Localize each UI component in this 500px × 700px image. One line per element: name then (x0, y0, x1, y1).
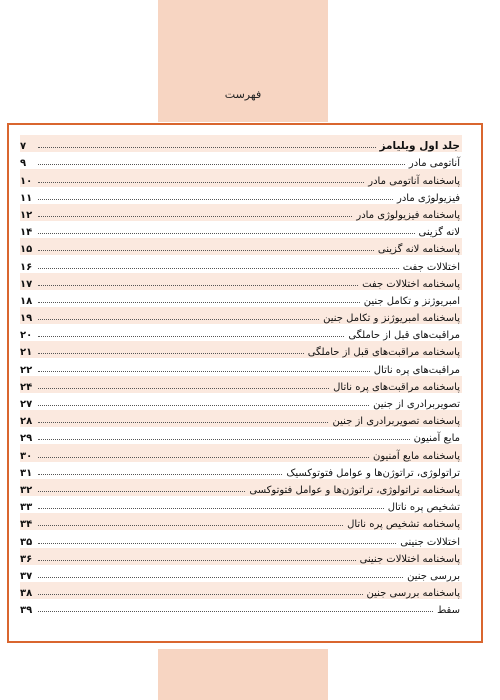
toc-entry-title: پاسخنامه اختلالات جفت (362, 278, 460, 290)
toc-entry-page-number: ۳۸ (20, 588, 33, 600)
toc-entry[interactable] (20, 530, 462, 547)
toc-entry[interactable] (20, 135, 462, 152)
toc-entry-page-number: ۳۹ (20, 605, 33, 617)
toc-entry[interactable] (20, 427, 462, 444)
decorative-band-top (158, 0, 328, 122)
toc-dot-leader (38, 543, 396, 544)
toc-entry-page-number: ۳۲ (20, 484, 33, 496)
toc-entry-page-number: ۱۲ (20, 209, 33, 221)
toc-dot-leader (38, 422, 328, 423)
toc-dot-leader (38, 268, 399, 269)
toc-entry-title: پاسخنامه مراقبت‌های پره ناتال (333, 381, 460, 393)
toc-dot-leader (38, 474, 282, 475)
toc-entry-title: اختلالات جنینی (400, 536, 460, 548)
toc-entry-page-number: ۳۴ (20, 519, 33, 531)
decorative-band-bottom (158, 649, 328, 700)
toc-dot-leader (38, 371, 370, 372)
toc-entry[interactable] (20, 273, 462, 290)
toc-entry-page-number: ۳۳ (20, 502, 33, 514)
toc-entry-page-number: ۲۲ (20, 364, 33, 376)
toc-entry-title: پاسخنامه لانه گزینی (377, 244, 460, 256)
toc-entry-page-number: ۱۷ (20, 278, 33, 290)
toc-dot-leader (38, 577, 403, 578)
toc-entry[interactable] (20, 221, 462, 238)
toc-dot-leader (38, 611, 433, 612)
toc-entry-title: پاسخنامه اختلالات جنینی (359, 553, 460, 565)
toc-entry-page-number: ۳۱ (20, 467, 33, 479)
toc-entry-title: جلد اول ویلیامز (379, 140, 460, 153)
toc-dot-leader (38, 182, 364, 183)
toc-entry-page-number: ۱۴ (20, 227, 33, 239)
toc-entry-title: پاسخنامه امبریوژنز و تکامل جنین (323, 313, 460, 325)
toc-entry-title: پاسخنامه بررسی جنین (366, 588, 460, 600)
toc-entry-title: پاسخنامه تشخیص پره ناتال (347, 519, 460, 531)
toc-dot-leader (38, 491, 245, 492)
toc-entry[interactable] (20, 358, 462, 375)
toc-entry[interactable] (20, 599, 462, 616)
toc-entry-title: مراقبت‌های قبل از حاملگی (348, 330, 460, 342)
toc-entry-title: پاسخنامه مراقبت‌های قبل از حاملگی (307, 347, 460, 359)
toc-entry[interactable] (20, 341, 462, 358)
toc-dot-leader (38, 405, 369, 406)
toc-entry-page-number: ۲۱ (20, 347, 33, 359)
toc-entry-page-number: ۲۹ (20, 433, 33, 445)
toc-dot-leader (38, 319, 319, 320)
toc-entry[interactable] (20, 307, 462, 324)
toc-entry-title: پاسخنامه مایع آمنیون (373, 450, 460, 462)
toc-dot-leader (38, 388, 329, 389)
toc-entry[interactable] (20, 187, 462, 204)
toc-entry[interactable] (20, 462, 462, 479)
toc-entry[interactable] (20, 290, 462, 307)
toc-entry-page-number: ۱۹ (20, 313, 33, 325)
toc-dot-leader (38, 439, 410, 440)
toc-dot-leader (38, 233, 415, 234)
toc-entry[interactable] (20, 444, 462, 461)
toc-entry-title: پاسخنامه آناتومی مادر (368, 175, 460, 187)
toc-dot-leader (38, 560, 356, 561)
toc-entry-page-number: ۳۵ (20, 536, 33, 548)
toc-entry-title: بررسی جنین (407, 570, 460, 582)
toc-entry[interactable] (20, 582, 462, 599)
toc-entry-page-number: ۳۷ (20, 570, 33, 582)
toc-entry-page-number: ۱۰ (20, 175, 33, 187)
toc-entry[interactable] (20, 169, 462, 186)
toc-entry-page-number: ۱۶ (20, 261, 33, 273)
toc-dot-leader (38, 457, 369, 458)
toc-dot-leader (38, 302, 360, 303)
toc-entry-title: پاسخنامه فیزیولوژی مادر (356, 209, 460, 221)
toc-entry[interactable] (20, 565, 462, 582)
toc-entry-page-number: ۳۰ (20, 450, 33, 462)
toc-dot-leader (38, 336, 344, 337)
toc-entry-page-number: ۲۷ (20, 399, 33, 410)
toc-entry-title: تشخیص پره ناتال (387, 502, 460, 514)
toc-entry[interactable] (20, 204, 462, 221)
toc-entry-title: پاسخنامه تراتولوژی، تراتوژن‌ها و عوامل فتوتوکسی (249, 484, 460, 496)
toc-entry-title: مایع آمنیون (413, 433, 460, 445)
toc-dot-leader (38, 594, 363, 595)
toc-entry[interactable] (20, 324, 462, 341)
toc-entry[interactable] (20, 496, 462, 513)
toc-entry-page-number: ۱۱ (20, 192, 33, 204)
toc-entry-title: امبریوژنز و تکامل جنین (363, 295, 460, 307)
toc-dot-leader (38, 525, 343, 526)
toc-entry[interactable] (20, 255, 462, 272)
toc-dot-leader (38, 250, 374, 251)
toc-entry-title: فیزیولوژی مادر (397, 192, 460, 204)
toc-entry[interactable] (20, 393, 462, 410)
toc-entry-page-number: ۲۴ (20, 381, 33, 393)
page-heading: فهرست (224, 88, 262, 101)
toc-entry-title: لانه گزینی (418, 227, 460, 239)
toc-entry-page-number: ۹ (20, 158, 27, 170)
toc-dot-leader (38, 164, 405, 165)
toc-entry-title: سقط (437, 605, 460, 617)
toc-dot-leader (38, 353, 304, 354)
toc-entry-page-number: ۷ (20, 141, 27, 153)
toc-entry-title: آناتومی مادر (408, 158, 460, 170)
toc-entry[interactable] (20, 152, 462, 169)
toc-entry-page-number: ۱۵ (20, 244, 33, 256)
toc-entry-title: تراتولوژی، تراتوژن‌ها و عوامل فتوتوکسیک (286, 467, 460, 479)
toc-entry-title: مراقبت‌های پره ناتال (373, 364, 460, 376)
toc-entry[interactable] (20, 238, 462, 255)
toc-dot-leader (38, 508, 384, 509)
toc-dot-leader (38, 199, 393, 200)
toc-entry-page-number: ۲۸ (20, 416, 33, 428)
toc-entry[interactable] (20, 513, 462, 530)
toc-entry-title: اختلالات جفت (402, 261, 460, 273)
toc-entry-title: پاسخنامه تصویربرادری از جنین (332, 416, 460, 428)
toc-dot-leader (38, 285, 358, 286)
toc-entry[interactable] (20, 376, 462, 393)
toc-entry[interactable] (20, 548, 462, 565)
toc-entry-page-number: ۱۸ (20, 295, 33, 307)
toc-entry[interactable] (20, 410, 462, 427)
toc-entry-page-number: ۲۰ (20, 330, 33, 342)
toc-entry-page-number: ۳۶ (20, 553, 33, 565)
table-of-contents (20, 135, 462, 616)
toc-dot-leader (38, 147, 376, 148)
toc-entry[interactable] (20, 479, 462, 496)
toc-entry-title: تصویربرادری از جنین (373, 399, 460, 410)
toc-dot-leader (38, 216, 352, 217)
